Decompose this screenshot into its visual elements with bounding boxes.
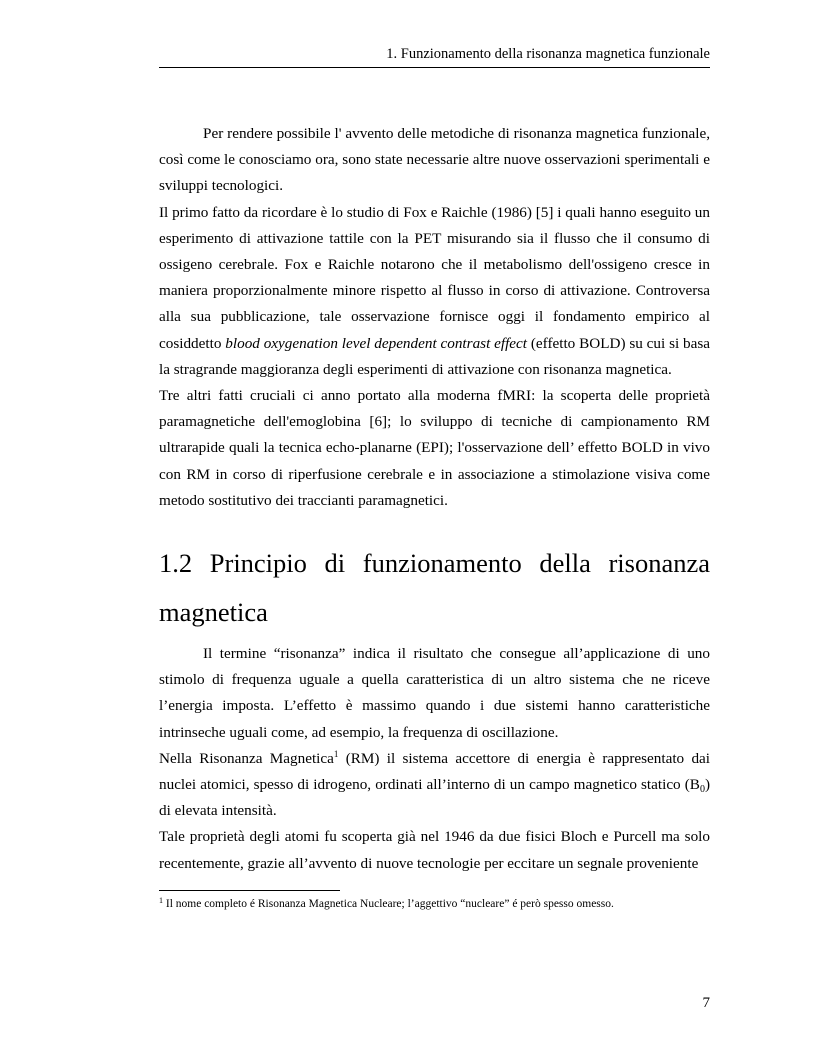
- paragraph-rm-nuclei: [159, 746, 710, 825]
- footnote-text: Il nome completo é Risonanza Magnetica Nucleare; l’aggettivo “nucleare” é però spesso omesso.: [165, 898, 614, 910]
- paragraph-resonance-definition: Il termine “risonanza” indica il risultato che consegue all’applicazione di uno stimolo di frequenza uguale a quella caratteristica di un altro sistema che ne riceve l’energia imposta. L’effetto è massimo quando i due sistemi hanno caratteristiche intrinseche uguali come, ad esempio, la frequenza di oscillazione.: [159, 645, 710, 741]
- section-number: 1.2: [159, 548, 193, 579]
- page-number: 7: [702, 995, 710, 1011]
- paragraph-intro: Per rendere possibile l' avvento delle metodiche di risonanza magnetica funzionale, così come le conosciamo ora, sono state necessarie altre nuove osservazioni sperimentali e sviluppi tecnologici.: [159, 125, 710, 195]
- paragraph-fox-raichle: [159, 200, 710, 383]
- paragraph-text: Il primo fatto da ricordare è lo studio di Fox e Raichle (1986) [5] i quali hanno eseguito un esperimento di attivazione tattile con la PET misurando sia il flusso che il consumo di ossigeno cerebrale. Fox e Raichle notarono che il metabolismo dell'ossigeno cresce in maniera proporzionalmente minore rispetto al flusso in corso di attivazione. Controversa alla sua pubblicazione, tale osservazione fornisce oggi il fondamento empirico al cosiddetto: [159, 203, 710, 352]
- paragraph-fmri-facts: Tre altri fatti cruciali ci anno portato alla moderna fMRI: la scoperta delle proprietà paramagnetiche dell'emoglobina [6]; lo sviluppo di tecniche di campionamento RM ultrarapide quali la tecnica echo-planarne (EPI); l'osservazione dell’ effetto BOLD in vivo con RM in corso di riperfusione cerebrale e in associazione a stimolazione visiva come metodo sostitutivo dei traccianti paramagnetici.: [159, 387, 710, 509]
- footnote-reference: 1: [333, 748, 339, 759]
- footnote-marker: 1: [159, 896, 163, 905]
- paragraph-bloch-purcell: Tale proprietà degli atomi fu scoperta già nel 1946 da due fisici Bloch e Purcell ma solo recentemente, grazie all’avvento di nuove tecnologie per eccitare un segnale proveniente: [159, 828, 710, 872]
- paragraph-text: (effetto BOLD) su cui si basa la stragrande maggioranza degli esperimenti di attivazione con risonanza magnetica.: [159, 334, 711, 378]
- section-heading: [159, 539, 710, 637]
- paragraph-text: Nella Risonanza Magnetica: [159, 749, 334, 767]
- footnote: [159, 897, 719, 912]
- paragraph-text: (RM) il sistema accettore di energia è rappresentato dai nuclei atomici, spesso di idrogeno, ordinati all’interno di un campo magnetico statico (B: [159, 749, 711, 794]
- running-title: 1. Funzionamento della risonanza magnetica funzionale: [386, 46, 710, 62]
- page-body: [159, 121, 710, 877]
- section-title: Principio di funzionamento della risonanza magnetica: [159, 548, 710, 628]
- footnote-divider: [159, 890, 340, 891]
- running-header: [159, 46, 710, 68]
- paragraph-text: ) di elevata intensità.: [159, 776, 710, 820]
- subscript-zero: 0: [699, 784, 705, 796]
- italic-term-bold-effect: blood oxygenation level dependent contrast effect: [225, 334, 528, 352]
